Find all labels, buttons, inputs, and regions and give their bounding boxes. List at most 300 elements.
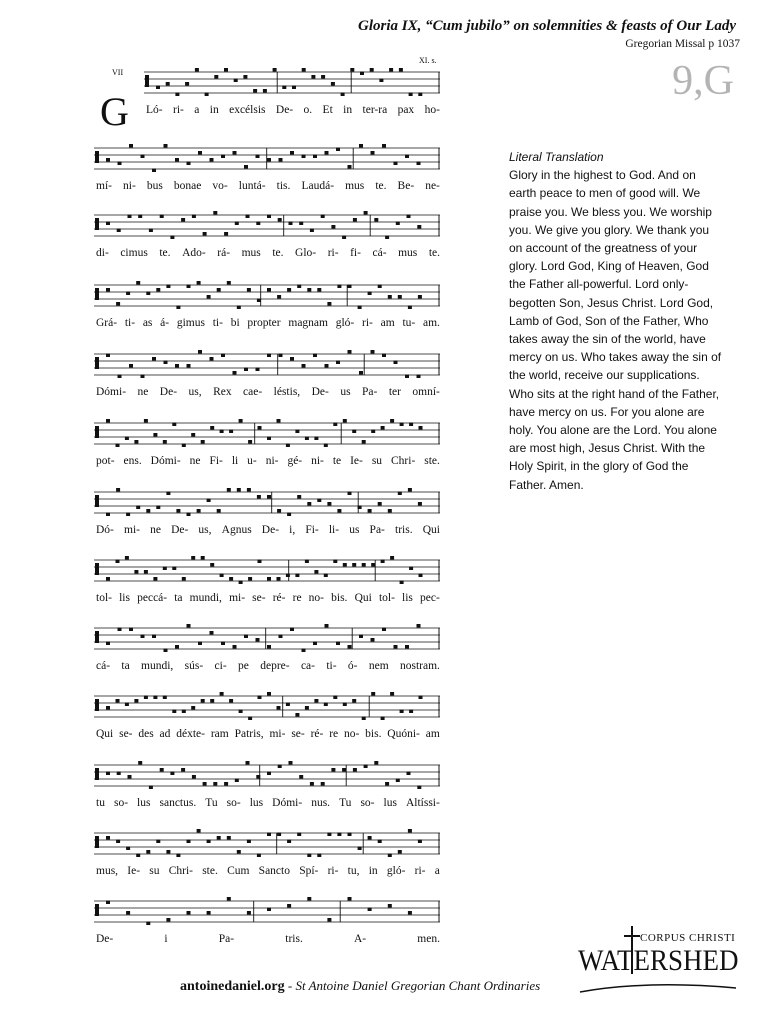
lyric-syllable: no- — [343, 728, 360, 740]
neume-mark — [198, 350, 202, 354]
neume-mark — [106, 354, 110, 358]
neume-mark — [187, 624, 191, 628]
lyric-line — [96, 592, 440, 604]
neume-mark — [417, 786, 421, 790]
neume-mark — [390, 556, 394, 560]
lyric-syllable: a — [434, 865, 440, 877]
neume-mark — [362, 563, 366, 567]
neume-mark — [164, 361, 168, 365]
chant-system — [94, 415, 440, 471]
neume-mark — [314, 570, 318, 574]
lyric-syllable: di- — [96, 247, 109, 259]
lyric-syllable: in — [343, 104, 353, 116]
neume-mark — [388, 904, 392, 908]
neume-mark — [213, 782, 217, 786]
neume-mark — [342, 236, 346, 240]
neume-mark — [348, 492, 352, 496]
lyric-syllable: ri- — [327, 247, 339, 259]
neume-mark — [348, 350, 352, 354]
neume-mark — [342, 768, 346, 772]
neume-mark — [279, 158, 283, 162]
clef-mark — [95, 151, 99, 163]
neume-mark — [348, 285, 352, 289]
neume-mark — [144, 419, 148, 423]
footer-site-link[interactable]: antoinedaniel.org — [180, 979, 285, 994]
lyric-syllable: fi- — [350, 247, 361, 259]
neume-mark — [313, 642, 317, 646]
neume-mark — [234, 79, 238, 83]
neume-mark — [217, 288, 221, 292]
neume-mark — [398, 492, 402, 496]
neume-mark — [156, 506, 160, 510]
neume-mark — [203, 782, 207, 786]
lyric-syllable: A- — [354, 933, 367, 945]
neume-mark — [175, 645, 179, 649]
neume-mark — [286, 574, 290, 578]
neume-mark — [400, 710, 404, 714]
lyric-syllable: i — [164, 933, 168, 945]
lyric-syllable: De- — [96, 933, 114, 945]
neume-mark — [267, 692, 271, 696]
lyric-syllable: Laudá- — [301, 180, 335, 192]
neume-mark — [273, 68, 277, 72]
neume-mark — [106, 288, 110, 292]
clef-mark — [145, 75, 149, 87]
neume-mark — [233, 645, 237, 649]
neume-mark — [125, 556, 129, 560]
neume-mark — [314, 699, 318, 703]
lyric-syllable: mundi, — [189, 592, 222, 604]
neume-mark — [146, 850, 150, 854]
lyric-line — [96, 797, 440, 809]
neume-mark — [327, 302, 331, 306]
lyric-syllable: Pa- — [218, 933, 235, 945]
lyric-syllable: Fi- — [305, 524, 319, 536]
lyric-syllable: mi- — [229, 592, 246, 604]
lyric-syllable: ter — [388, 386, 401, 398]
lyric-syllable: bus — [146, 180, 163, 192]
lyric-syllable: ri- — [173, 104, 184, 116]
neume-mark — [210, 158, 214, 162]
neume-mark — [106, 642, 110, 646]
neume-mark — [116, 302, 120, 306]
neume-mark — [182, 577, 186, 581]
neume-mark — [192, 775, 196, 779]
neume-mark — [289, 761, 293, 765]
lyric-syllable: ri- — [362, 317, 373, 329]
clef-mark — [95, 218, 99, 230]
lyric-syllable: Be- — [397, 180, 415, 192]
neume-mark — [136, 506, 140, 510]
neume-mark — [417, 375, 421, 379]
neume-mark — [333, 423, 337, 427]
lyric-syllable: te. — [375, 180, 387, 192]
neume-mark — [244, 635, 248, 639]
neume-mark — [277, 833, 281, 837]
neume-mark — [302, 155, 306, 159]
logo-watershed: WATERSHED — [578, 944, 739, 977]
lyric-syllable: ste. — [202, 865, 218, 877]
neume-mark — [337, 285, 341, 289]
neume-mark — [166, 82, 170, 86]
neume-mark — [336, 642, 340, 646]
neume-mark — [292, 86, 296, 90]
neume-mark — [182, 444, 186, 448]
neume-mark — [390, 692, 394, 696]
lyric-syllable: vo- — [212, 180, 228, 192]
neume-mark — [256, 155, 260, 159]
lyric-syllable: ad — [159, 728, 171, 740]
neume-mark — [106, 772, 110, 776]
lyric-syllable: ens. — [123, 455, 142, 467]
neume-mark — [247, 488, 251, 492]
neume-mark — [417, 624, 421, 628]
neume-mark — [191, 706, 195, 710]
neume-mark — [197, 281, 201, 285]
neume-mark — [227, 281, 231, 285]
lyric-syllable: us — [340, 386, 351, 398]
neume-mark — [187, 285, 191, 289]
neume-mark — [400, 423, 404, 427]
lyric-line — [96, 660, 440, 672]
neume-mark — [286, 703, 290, 707]
lyric-syllable: ni- — [123, 180, 136, 192]
neume-mark — [170, 772, 174, 776]
clef-mark — [95, 768, 99, 780]
neume-mark — [146, 509, 150, 513]
lyric-syllable: rá- — [217, 247, 231, 259]
lyric-syllable: Ie- — [350, 455, 363, 467]
lyric-syllable: ri- — [414, 865, 426, 877]
neume-mark — [399, 68, 403, 72]
neume-mark — [195, 68, 199, 72]
lyric-syllable: Qui — [96, 728, 114, 740]
neume-mark — [106, 706, 110, 710]
lyric-syllable: Agnus — [221, 524, 252, 536]
neume-mark — [126, 513, 130, 517]
neume-mark — [152, 169, 156, 173]
staff-lines — [94, 346, 440, 380]
neume-mark — [106, 419, 110, 423]
neume-mark — [381, 560, 385, 564]
neume-mark — [325, 364, 329, 368]
lyric-syllable: De- — [171, 524, 189, 536]
lyric-syllable: Pa- — [369, 524, 385, 536]
neume-mark — [277, 295, 281, 299]
neume-mark — [187, 364, 191, 368]
neume-mark — [191, 556, 195, 560]
lyric-syllable: am. — [422, 317, 440, 329]
clef-mark — [95, 426, 99, 438]
neume-mark — [220, 430, 224, 434]
neume-mark — [201, 440, 205, 444]
neume-mark — [172, 567, 176, 571]
lyric-syllable: mus — [398, 247, 418, 259]
lyric-syllable: am — [380, 317, 395, 329]
lyric-syllable: lus — [249, 797, 264, 809]
neume-mark — [125, 437, 129, 441]
neume-mark — [371, 563, 375, 567]
lyric-syllable: nem — [368, 660, 389, 672]
neume-mark — [129, 144, 133, 148]
chant-system — [144, 64, 440, 120]
neume-mark — [343, 419, 347, 423]
lyric-syllable: ri- — [327, 865, 339, 877]
lyric-line — [96, 933, 440, 945]
neume-mark — [229, 430, 233, 434]
neume-mark — [106, 901, 110, 905]
neume-mark — [201, 556, 205, 560]
neume-mark — [307, 897, 311, 901]
neume-mark — [149, 229, 153, 233]
neume-mark — [277, 509, 281, 513]
lyric-syllable: Patris, — [234, 728, 264, 740]
staff-lines — [94, 140, 440, 174]
lyric-syllable: men. — [417, 933, 440, 945]
neume-mark — [408, 306, 412, 310]
lyric-syllable: ne — [189, 455, 201, 467]
lyric-syllable: gló- — [335, 317, 355, 329]
neume-mark — [227, 488, 231, 492]
chant-system — [94, 825, 440, 881]
lyric-syllable: cá- — [96, 660, 111, 672]
neume-mark — [163, 696, 167, 700]
neume-mark — [227, 897, 231, 901]
neume-mark — [352, 563, 356, 567]
neume-mark — [299, 222, 303, 226]
lyric-syllable: déxte- — [176, 728, 205, 740]
lyric-syllable: lis — [402, 592, 413, 604]
neume-mark — [364, 765, 368, 769]
neume-mark — [243, 75, 247, 79]
neume-mark — [418, 93, 422, 97]
neume-mark — [359, 635, 363, 639]
neume-mark — [106, 222, 110, 226]
lyric-syllable: mi- — [124, 524, 140, 536]
neume-mark — [153, 433, 157, 437]
lyric-syllable: so- — [360, 797, 375, 809]
neume-mark — [405, 645, 409, 649]
neume-mark — [359, 371, 363, 375]
neume-mark — [310, 229, 314, 233]
lyric-syllable: mi- — [269, 728, 286, 740]
chant-system — [94, 484, 440, 540]
logo-corpus-christi: CORPUS CHRISTI — [640, 932, 736, 944]
neume-mark — [160, 215, 164, 219]
neume-mark — [290, 357, 294, 361]
staff-lines — [94, 825, 440, 859]
neume-mark — [333, 696, 337, 700]
lyric-syllable: omní- — [412, 386, 440, 398]
neume-mark — [418, 502, 422, 506]
neume-mark — [388, 509, 392, 513]
neume-mark — [187, 162, 191, 166]
neume-mark — [396, 222, 400, 226]
neume-mark — [257, 854, 261, 858]
lyric-syllable: De- — [159, 386, 178, 398]
neume-mark — [203, 232, 207, 236]
clef-mark — [95, 495, 99, 507]
neume-mark — [327, 502, 331, 506]
neume-mark — [313, 354, 317, 358]
neume-mark — [248, 577, 252, 581]
lyric-syllable: Et — [322, 104, 333, 116]
neume-mark — [138, 761, 142, 765]
footer — [180, 978, 540, 995]
neume-mark — [407, 772, 411, 776]
lyric-line — [96, 728, 440, 740]
lyric-line — [146, 104, 440, 116]
neume-mark — [217, 509, 221, 513]
neume-mark — [164, 144, 168, 148]
neume-mark — [279, 635, 283, 639]
lyric-syllable: ó- — [347, 660, 358, 672]
neume-mark — [325, 151, 329, 155]
neume-mark — [297, 495, 301, 499]
neume-mark — [348, 897, 352, 901]
chant-system — [94, 552, 440, 608]
neume-mark — [117, 772, 121, 776]
neume-mark — [394, 361, 398, 365]
neume-mark — [307, 288, 311, 292]
lyric-syllable: ho- — [424, 104, 440, 116]
lyric-syllable: ne — [137, 386, 149, 398]
neume-mark — [409, 423, 413, 427]
neume-mark — [287, 904, 291, 908]
lyric-syllable: des — [138, 728, 154, 740]
neume-mark — [237, 850, 241, 854]
neume-mark — [317, 288, 321, 292]
neume-mark — [246, 761, 250, 765]
lyric-syllable: nostram. — [400, 660, 440, 672]
neume-mark — [182, 710, 186, 714]
lyric-syllable: Tu — [339, 797, 352, 809]
lyric-syllable: cimus — [120, 247, 148, 259]
neume-mark — [341, 93, 345, 97]
lyric-syllable: Quóni- — [387, 728, 420, 740]
neume-mark — [295, 430, 299, 434]
neume-mark — [207, 499, 211, 503]
lyric-syllable: lis — [119, 592, 130, 604]
neume-mark — [175, 158, 179, 162]
lyric-syllable: Dómi- — [150, 455, 181, 467]
neume-mark — [348, 833, 352, 837]
neume-mark — [302, 364, 306, 368]
neume-mark — [220, 692, 224, 696]
lyric-syllable: ti- — [124, 317, 136, 329]
neume-mark — [336, 148, 340, 152]
neume-mark — [405, 155, 409, 159]
lyric-syllable: bi — [230, 317, 240, 329]
neume-mark — [313, 155, 317, 159]
neume-mark — [153, 577, 157, 581]
lyric-syllable: magnam — [288, 317, 328, 329]
neume-mark — [352, 699, 356, 703]
neume-mark — [156, 86, 160, 90]
lyric-syllable: gimus — [176, 317, 205, 329]
lyric-syllable: tu, — [347, 865, 360, 877]
neume-mark — [256, 638, 260, 642]
neume-mark — [116, 444, 120, 448]
lyric-syllable: li — [231, 455, 239, 467]
neume-mark — [263, 89, 267, 93]
neume-mark — [358, 306, 362, 310]
neume-mark — [246, 215, 250, 219]
lyric-syllable: mus, — [96, 865, 119, 877]
staff-lines — [94, 484, 440, 518]
neume-mark — [343, 563, 347, 567]
neume-mark — [362, 440, 366, 444]
lyric-syllable: tris. — [395, 524, 413, 536]
neume-mark — [153, 696, 157, 700]
neume-mark — [239, 419, 243, 423]
neume-mark — [166, 850, 170, 854]
lyric-syllable: li- — [328, 524, 340, 536]
lyric-line — [96, 524, 440, 536]
lyric-syllable: in — [368, 865, 378, 877]
lyric-syllable: i, — [289, 524, 296, 536]
neume-mark — [205, 93, 209, 97]
staff-lines — [94, 552, 440, 586]
neume-mark — [227, 836, 231, 840]
neume-mark — [116, 560, 120, 564]
neume-mark — [337, 509, 341, 513]
lyric-syllable: a — [194, 104, 200, 116]
chant-system — [94, 688, 440, 744]
neume-mark — [141, 635, 145, 639]
footer-series: St Antoine Daniel Gregorian Chant Ordinaries — [295, 978, 541, 993]
lyric-syllable: cae- — [243, 386, 263, 398]
neume-mark — [327, 833, 331, 837]
neume-mark — [305, 560, 309, 564]
neume-mark — [116, 840, 120, 844]
chant-system — [94, 757, 440, 813]
lyric-line — [96, 386, 440, 398]
neume-mark — [321, 75, 325, 79]
neume-mark — [388, 854, 392, 858]
neume-mark — [267, 495, 271, 499]
neume-mark — [176, 854, 180, 858]
neume-mark — [321, 782, 325, 786]
neume-mark — [248, 717, 252, 721]
lyric-syllable: Glo- — [295, 247, 317, 259]
lyric-syllable: us, — [188, 386, 202, 398]
neume-mark — [207, 911, 211, 915]
chant-system — [94, 893, 440, 949]
lyric-syllable: léstis, — [273, 386, 301, 398]
neume-mark — [175, 364, 179, 368]
neume-mark — [221, 354, 225, 358]
neume-mark — [374, 218, 378, 222]
neume-mark — [235, 779, 239, 783]
lyric-line — [96, 865, 440, 877]
neume-mark — [400, 581, 404, 585]
neume-mark — [408, 829, 412, 833]
lyric-syllable: Ie- — [127, 865, 141, 877]
lyric-syllable: se- — [119, 728, 133, 740]
lyric-syllable: Dómi- — [272, 797, 303, 809]
neume-mark — [221, 155, 225, 159]
neume-mark — [267, 288, 271, 292]
chant-mode: VII — [112, 68, 124, 77]
neume-mark — [118, 162, 122, 166]
lyric-syllable: ne — [150, 524, 161, 536]
lyric-syllable: mundi, — [141, 660, 174, 672]
neume-mark — [407, 215, 411, 219]
chant-system — [94, 346, 440, 402]
lyric-syllable: ré- — [310, 728, 324, 740]
chant-system — [94, 140, 440, 196]
